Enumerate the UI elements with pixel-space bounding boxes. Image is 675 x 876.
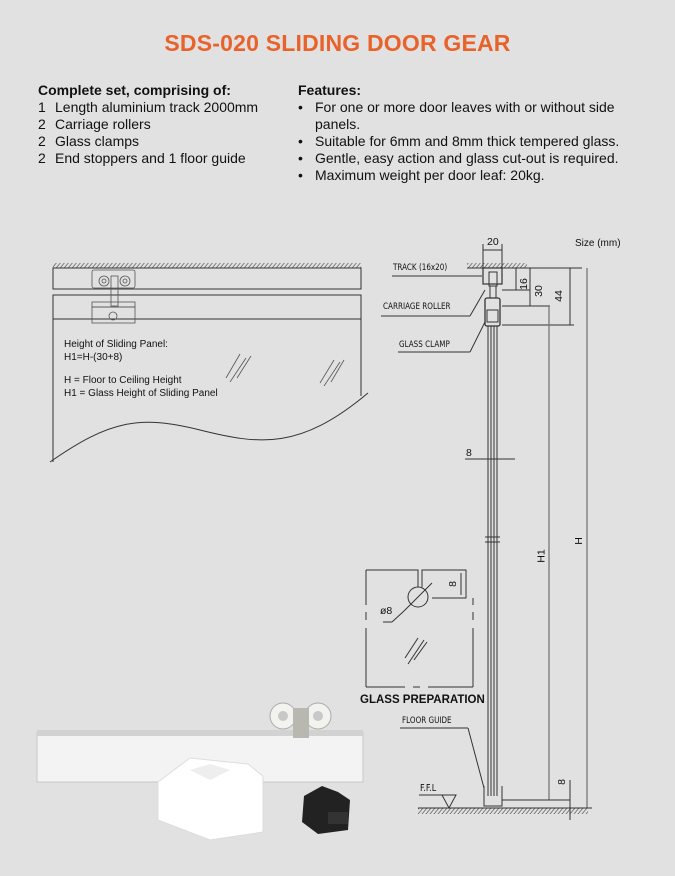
panel-formula-text: Height of Sliding Panel: H1=H-(30+8) H = Floor to Ceiling Height H1 = Glass Height of Sliding Panel <box>64 339 218 399</box>
end-stopper-photo <box>302 786 350 834</box>
dim-track-height: 16 <box>517 278 530 290</box>
floor-guide-label: FLOOR GUIDE <box>402 716 452 726</box>
glass-preparation-title: GLASS PREPARATION <box>360 694 485 706</box>
dim-floor-gap: 8 <box>555 779 568 785</box>
track-label: TRACK (16x20) <box>393 263 448 273</box>
bullet-icon: • <box>298 150 303 166</box>
complete-set-heading: Complete set, comprising of: <box>38 82 231 98</box>
glass-preparation-drawing <box>366 570 473 687</box>
features-heading: Features: <box>298 82 362 98</box>
bullet-icon: • <box>298 167 303 183</box>
complete-set-item: 2 End stoppers and 1 floor guide <box>38 150 246 166</box>
size-unit-label: Size (mm) <box>575 238 621 249</box>
dim-30: 30 <box>532 285 545 297</box>
hole-diameter-label: ø8 <box>380 605 393 617</box>
complete-set-item: 1 Length aluminium track 2000mm <box>38 99 259 115</box>
bullet-icon: • <box>298 133 303 149</box>
bullet-icon: • <box>298 99 303 115</box>
feature-item: • Maximum weight per door leaf: 20kg. <box>298 167 545 183</box>
product-photo <box>37 703 363 840</box>
glass-clamp-label: GLASS CLAMP <box>399 340 450 350</box>
feature-item: • Suitable for 6mm and 8mm thick tempered glass. <box>298 133 620 149</box>
dim-44: 44 <box>552 290 565 302</box>
dim-glass-thickness: 8 <box>466 447 472 459</box>
cutout-dim-label: 8 <box>446 581 459 587</box>
carriage-roller-label: CARRIAGE ROLLER <box>383 302 451 312</box>
dim-h: H <box>572 537 585 545</box>
complete-set-item: 2 Glass clamps <box>38 133 140 149</box>
complete-set-item: 2 Carriage rollers <box>38 116 151 132</box>
feature-item: • For one or more door leaves with or without side panels. <box>298 99 615 132</box>
dim-track-width: 20 <box>487 236 499 248</box>
feature-item: • Gentle, easy action and glass cut-out is required. <box>298 150 619 166</box>
floor-guide-photo <box>158 758 263 840</box>
page-title: SDS-020 SLIDING DOOR GEAR <box>164 30 511 56</box>
dim-h1: H1 <box>535 549 548 563</box>
section-view-drawing <box>381 244 592 820</box>
ffl-label: F.F.L <box>420 783 437 794</box>
